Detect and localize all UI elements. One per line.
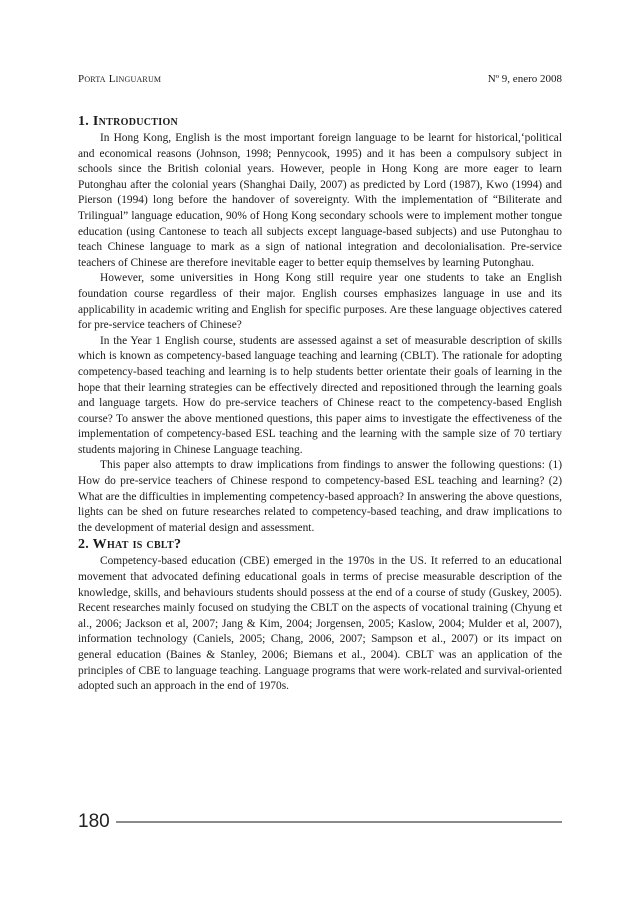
paragraph: In the Year 1 English course, students are assessed against a set of measurable description of skills which is known as competency-based language teaching and learning (CBLT). The rationale for adopting competency-based teaching and learning is to help students better orientate their goals of learning in the hope that their learning strategies can be effectively directed and repositioned through the learning goals and language targets. How do pre-service teachers of Chinese react to the competency-based English course? To answer the above mentioned questions, this paper aims to investigate the effectiveness of the implementation of competency-based ESL teaching and the learning with the sample size of 70 tertiary students majoring in Chinese Language teaching. <box>78 334 562 456</box>
paragraph: This paper also attempts to draw implications from findings to answer the following questions: (1) How do pre-service teachers of Chinese respond to competency-based ESL teaching and learning? (2) What are the difficulties in implementing competency-based approach? In answering the above questions, lights can be shed on future researches related to competency-based teaching, and draw implications to the development of material design and assessment. <box>78 459 562 534</box>
section-heading-what-is-cblt: 2. What is cblt? <box>78 537 182 553</box>
running-header <box>78 72 562 86</box>
section-heading-introduction: 1. Introduction <box>78 114 179 129</box>
footer-rule <box>116 821 562 823</box>
page-footer <box>78 810 562 834</box>
page-body <box>78 113 562 695</box>
paragraph: However, some universities in Hong Kong still require year one students to take an English foundation course regardless of their major. English courses emphasizes language in use and its applicability in academic writing and English for specific purposes. Are these language objectives catered for pre-service teachers of Chinese? <box>78 272 562 332</box>
issue-label: Nº 9, enero 2008 <box>487 73 562 85</box>
page-number: 180 <box>78 811 110 832</box>
paragraph: In Hong Kong, English is the most important foreign language to be learnt for historical,‘political and economical reasons (Johnson, 1998; Pennycook, 1995) and it has been a compulsory subject in schools since the British colonial years. However, people in Hong Kong are more eager to learn Putonghau after the colonial years (Shanghai Daily, 2007) as predicted by Lord (1987), Kwo (1994) and Pierson (1994) long before the handover of sovereignty. With the implementation of “Biliterate and Trilingual” language education, 90% of Hong Kong secondary schools were to implement mother tongue education (using Cantonese to teach all subjects except language-based subjects) and use Putonghau to teach Chinese language to mark as a sign of national integration and decolonialisation. Pre-service teachers of Chinese are therefore inevitable eager to better equip themselves by learning Putonghau. <box>78 132 562 269</box>
paragraph: Competency-based education (CBE) emerged in the 1970s in the US. It referred to an educational movement that advocated defining educational goals in terms of precise measurable description of the knowledge, skills, and behaviours students should possess at the end of a course of study (Guskey, 2005). Recent researches mainly focused on studying the CBLT on the aspects of vocational training (Chyung et al., 2006; Jackson et al, 2007; Jang & Kim, 2004; Jorgensen, 2005; Kaslow, 2004; Mulder et al, 2007), information technology (Caniels, 2005; Chang, 2006, 2007; Sampson et al., 2007) or its impact on general education (Baines & Stanley, 2006; Biemans et al., 2004). CBLT was an application of the principles of CBE to language teaching. Language programs that were work-related and survival-oriented adopted such an approach in the end of 1970s. <box>78 555 562 693</box>
journal-name: Porta Linguarum <box>78 73 162 85</box>
